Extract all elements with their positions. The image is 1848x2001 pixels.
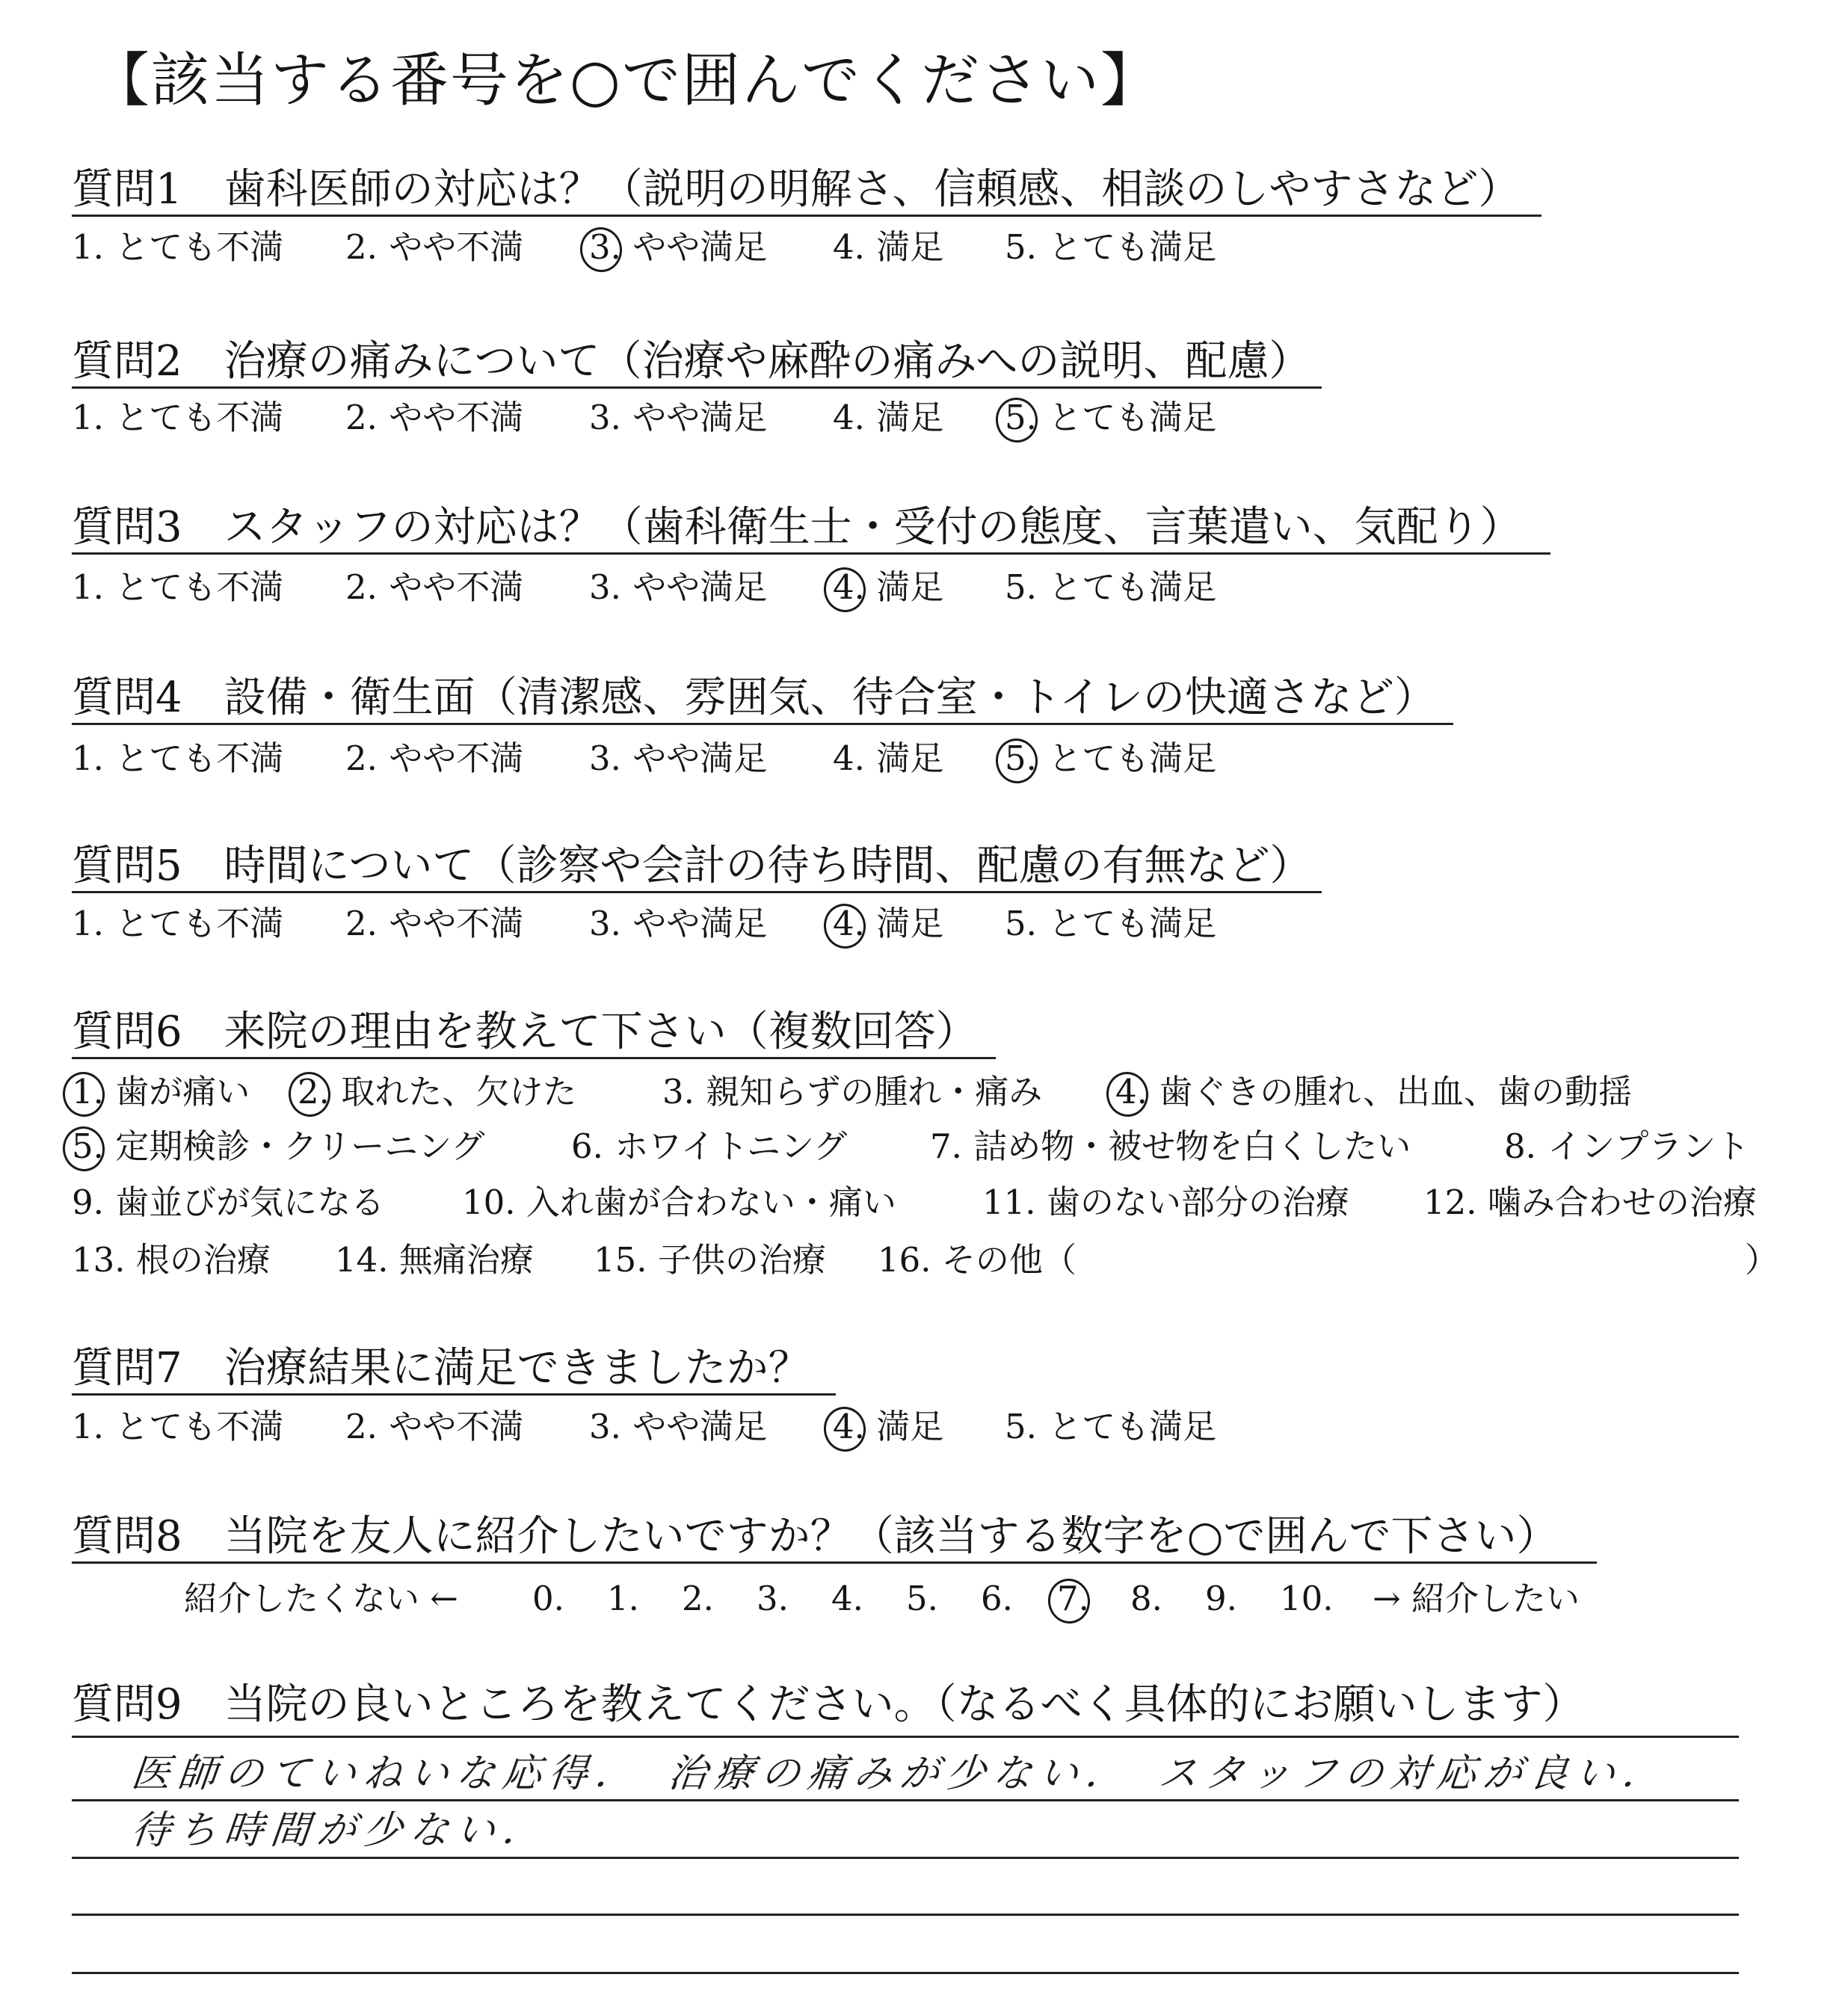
scale-value: 5. xyxy=(906,1579,938,1618)
rating-option-number: 2. xyxy=(345,567,378,607)
reason-number: 8. xyxy=(1504,1126,1536,1166)
reason-label: 詰め物・被せ物を白くしたい xyxy=(963,1126,1411,1166)
reason-label: ホワイトニング xyxy=(604,1126,848,1166)
rating-option-number: 2. xyxy=(345,739,378,778)
question-underline xyxy=(72,891,1322,893)
rating-option xyxy=(345,1404,523,1450)
scale-value: 8. xyxy=(1130,1579,1162,1618)
rating-option-label: やや満足 xyxy=(622,227,768,267)
rating-option-label: やや満足 xyxy=(622,398,768,437)
rating-option-number: 2. xyxy=(345,1407,378,1446)
rating-option-number: 2. xyxy=(345,398,378,437)
selected-circle-mark xyxy=(993,395,1041,445)
scale-value: 1. xyxy=(607,1579,639,1618)
question-underline xyxy=(72,215,1541,217)
rating-option xyxy=(1005,564,1216,611)
reason-number: 16. xyxy=(878,1240,931,1280)
writing-line xyxy=(72,1972,1739,1974)
reason-number: 12. xyxy=(1423,1183,1477,1222)
writing-line xyxy=(72,1914,1739,1916)
reason-option xyxy=(571,1123,847,1170)
rating-option xyxy=(1005,1404,1216,1450)
rating-option xyxy=(345,736,523,782)
rating-option xyxy=(1005,901,1216,947)
rating-option-label: とても満足 xyxy=(1038,739,1217,778)
rating-option-label: とても満足 xyxy=(1038,904,1217,943)
reason-number: 9. xyxy=(72,1183,104,1222)
writing-line xyxy=(72,1736,1739,1738)
rating-option-label: やや不満 xyxy=(378,739,524,778)
scale-value: 0. xyxy=(532,1579,564,1618)
rating-option-label: とても不満 xyxy=(105,739,284,778)
rating-option-label: 満足 xyxy=(866,1407,944,1446)
writing-line xyxy=(72,1857,1739,1859)
reason-label: 歯のない部分の治療 xyxy=(1035,1183,1349,1222)
rating-option-number: 1. xyxy=(72,227,104,267)
reason-number: 11. xyxy=(982,1183,1036,1222)
rating-option-number: 5. xyxy=(1005,1407,1037,1446)
rating-option-number: 4. xyxy=(833,227,865,267)
reason-number: 3. xyxy=(662,1072,694,1112)
rating-option-number: 1. xyxy=(72,567,104,607)
rating-option-label: 満足 xyxy=(866,567,944,607)
other-close-paren: ） xyxy=(1745,1240,1779,1280)
selected-circle-mark xyxy=(60,1123,108,1174)
selected-circle-mark xyxy=(577,224,625,274)
reason-label: 根の治療 xyxy=(125,1240,271,1280)
selected-circle-mark xyxy=(821,901,869,951)
rating-option-number: 1. xyxy=(72,398,104,437)
reason-option xyxy=(298,1069,576,1115)
rating-option xyxy=(833,736,943,782)
reason-number: 4. xyxy=(1115,1069,1148,1115)
rating-option-number: 5. xyxy=(1005,395,1038,441)
rating-option xyxy=(72,395,283,441)
reason-option xyxy=(72,1237,271,1283)
rating-option xyxy=(72,224,283,271)
rating-option-label: やや満足 xyxy=(622,1407,768,1446)
rating-option xyxy=(1005,224,1216,271)
reason-option xyxy=(662,1069,1042,1115)
reason-option xyxy=(72,1180,384,1226)
rating-option-number: 4. xyxy=(833,739,865,778)
reason-option xyxy=(72,1069,250,1115)
rating-option-number: 3. xyxy=(589,398,621,437)
reason-label: 歯ぐきの腫れ、出血、歯の動揺 xyxy=(1148,1072,1633,1112)
rating-option xyxy=(589,224,767,271)
reason-number: 2. xyxy=(298,1069,330,1115)
reason-option xyxy=(878,1237,1077,1283)
rating-option-number: 3. xyxy=(589,567,621,607)
rating-option-number: 3. xyxy=(589,739,621,778)
scale-low-label: 紹介したくない ← xyxy=(184,1579,459,1618)
reason-label: 歯が痛い xyxy=(105,1072,250,1112)
question-underline xyxy=(72,386,1322,389)
selected-circle-mark xyxy=(821,564,869,614)
scale-value: 6. xyxy=(981,1579,1013,1618)
reason-number: 5. xyxy=(72,1123,105,1170)
reason-option xyxy=(982,1180,1349,1226)
rating-option xyxy=(589,901,767,947)
question-7: 質問7 治療結果に満足できましたか？ xyxy=(72,1344,810,1393)
reason-number: 6. xyxy=(571,1126,603,1166)
reason-label: 親知らずの腫れ・痛み xyxy=(695,1072,1043,1112)
rating-option-number: 3. xyxy=(589,224,622,271)
handwritten-answer-line-1: 医師のていねいな応得． 治療の痛みが少ない． スタッフの対応が良い． xyxy=(129,1751,1672,1796)
rating-option-label: やや満足 xyxy=(622,567,768,607)
rating-option-label: 満足 xyxy=(866,904,944,943)
rating-option xyxy=(72,1404,283,1450)
rating-option-number: 4. xyxy=(833,398,865,437)
rating-option-label: とても不満 xyxy=(105,227,284,267)
question-3: 質問3 スタッフの対応は？（歯科衛生士・受付の態度、言葉遣い、気配り） xyxy=(72,503,1522,552)
question-6: 質問6 来院の理由を教えて下さい（複数回答） xyxy=(72,1008,978,1056)
reason-label: 子供の治療 xyxy=(647,1240,826,1280)
rating-option-label: とても満足 xyxy=(1038,398,1217,437)
rating-option-label: とても満足 xyxy=(1038,567,1217,607)
scale-value: 3. xyxy=(757,1579,789,1618)
rating-option-number: 5. xyxy=(1005,227,1037,267)
rating-option-number: 4. xyxy=(833,901,866,947)
rating-option xyxy=(345,564,523,611)
page-title: 【該当する番号を○で囲んでください】 xyxy=(91,47,1161,114)
rating-option-label: とても不満 xyxy=(105,1407,284,1446)
reason-label: その他（ xyxy=(931,1240,1077,1280)
rating-option-label: やや満足 xyxy=(622,739,768,778)
selected-circle-mark xyxy=(993,736,1041,786)
rating-option xyxy=(833,1404,943,1450)
rating-option-label: とても不満 xyxy=(105,398,284,437)
rating-option xyxy=(833,901,943,947)
rating-option xyxy=(345,395,523,441)
selected-circle-mark xyxy=(60,1069,108,1119)
rating-option-number: 3. xyxy=(589,1407,621,1446)
rating-option xyxy=(833,395,943,441)
scale-value: 9. xyxy=(1205,1579,1237,1618)
rating-option-number: 1. xyxy=(72,1407,104,1446)
rating-option-label: やや不満 xyxy=(378,398,524,437)
rating-option-label: やや不満 xyxy=(378,904,524,943)
rating-option xyxy=(1005,395,1216,441)
rating-option-number: 2. xyxy=(345,227,378,267)
selected-circle-mark xyxy=(286,1069,333,1119)
rating-option xyxy=(589,736,767,782)
reason-number: 14. xyxy=(335,1240,389,1280)
rating-option xyxy=(345,224,523,271)
rating-option-label: とても不満 xyxy=(105,904,284,943)
rating-option-label: とても不満 xyxy=(105,567,284,607)
question-underline xyxy=(72,723,1453,725)
rating-option-number: 2. xyxy=(345,904,378,943)
rating-option-label: とても満足 xyxy=(1038,227,1217,267)
rating-option xyxy=(589,395,767,441)
rating-option-number: 5. xyxy=(1005,904,1037,943)
question-underline xyxy=(72,552,1550,555)
scale-value: 7. xyxy=(1057,1576,1090,1622)
reason-label: インプラント xyxy=(1537,1126,1750,1166)
reason-number: 1. xyxy=(72,1069,105,1115)
rating-option-number: 3. xyxy=(589,904,621,943)
rating-option-label: やや満足 xyxy=(622,904,768,943)
rating-option-number: 5. xyxy=(1005,736,1038,782)
reason-label: 入れ歯が合わない・痛い xyxy=(515,1183,896,1222)
reason-option xyxy=(462,1180,896,1226)
scale-high-label: → 紹介したい xyxy=(1373,1579,1580,1618)
handwritten-answer-line-2: 待ち時間が少ない． xyxy=(129,1808,552,1853)
reason-number: 15. xyxy=(594,1240,647,1280)
question-4: 質問4 設備・衛生面（清潔感、雰囲気、待合室・トイレの快適さなど） xyxy=(72,673,1436,722)
selected-circle-mark xyxy=(1045,1576,1093,1626)
reason-label: 無痛治療 xyxy=(388,1240,534,1280)
rating-option-label: やや不満 xyxy=(378,227,524,267)
reason-option xyxy=(1504,1123,1749,1170)
selected-circle-mark xyxy=(1103,1069,1151,1119)
question-5: 質問5 時間について（診察や会計の待ち時間、配慮の有無など） xyxy=(72,842,1312,890)
question-1: 質問1 歯科医師の対応は？（説明の明解さ、信頼感、相談のしやすさなど） xyxy=(72,165,1521,214)
rating-option xyxy=(833,224,943,271)
reason-option xyxy=(1115,1069,1632,1115)
question-underline xyxy=(72,1393,836,1396)
question-8: 質問8 当院を友人に紹介したいですか？（該当する数字を○で囲んで下さい） xyxy=(72,1512,1559,1561)
reason-label: 噛み合わせの治療 xyxy=(1476,1183,1757,1222)
rating-option xyxy=(833,564,943,611)
rating-option-label: やや不満 xyxy=(378,1407,524,1446)
question-underline xyxy=(72,1057,996,1059)
rating-option xyxy=(72,564,283,611)
reason-option xyxy=(1423,1180,1757,1226)
rating-option-label: とても満足 xyxy=(1038,1407,1217,1446)
reason-label: 歯並びが気になる xyxy=(105,1183,385,1222)
question-underline xyxy=(72,1561,1597,1564)
rating-option-number: 4. xyxy=(833,1404,866,1450)
rating-option-number: 1. xyxy=(72,904,104,943)
rating-option xyxy=(1005,736,1216,782)
question-9: 質問9 当院の良いところを教えてください。（なるべく具体的にお願いします） xyxy=(72,1680,1585,1729)
reason-label: 定期検診・クリーニング xyxy=(105,1126,485,1166)
reason-number: 10. xyxy=(462,1183,516,1222)
rating-option-label: 満足 xyxy=(866,227,944,267)
reason-option xyxy=(930,1123,1411,1170)
scale-value: 4. xyxy=(831,1579,863,1618)
question-2: 質問2 治療の痛みについて（治療や麻酔の痛みへの説明、配慮） xyxy=(72,337,1311,386)
rating-option-number: 4. xyxy=(833,564,866,611)
rating-option-label: 満足 xyxy=(866,398,944,437)
scale-value: 2. xyxy=(682,1579,714,1618)
reason-option xyxy=(594,1237,826,1283)
rating-option xyxy=(589,564,767,611)
selected-circle-mark xyxy=(821,1404,869,1454)
rating-option-number: 5. xyxy=(1005,567,1037,607)
scale-value: 10. xyxy=(1280,1579,1334,1618)
rating-option xyxy=(72,736,283,782)
reason-option xyxy=(335,1237,534,1283)
rating-option xyxy=(589,1404,767,1450)
rating-option xyxy=(345,901,523,947)
rating-option-number: 1. xyxy=(72,739,104,778)
reason-number: 7. xyxy=(930,1126,962,1166)
reason-option xyxy=(72,1123,484,1170)
rating-option-label: 満足 xyxy=(866,739,944,778)
reason-label: 取れた、欠けた xyxy=(330,1072,577,1112)
rating-option xyxy=(72,901,283,947)
reason-number: 13. xyxy=(72,1240,126,1280)
rating-option-label: やや不満 xyxy=(378,567,524,607)
